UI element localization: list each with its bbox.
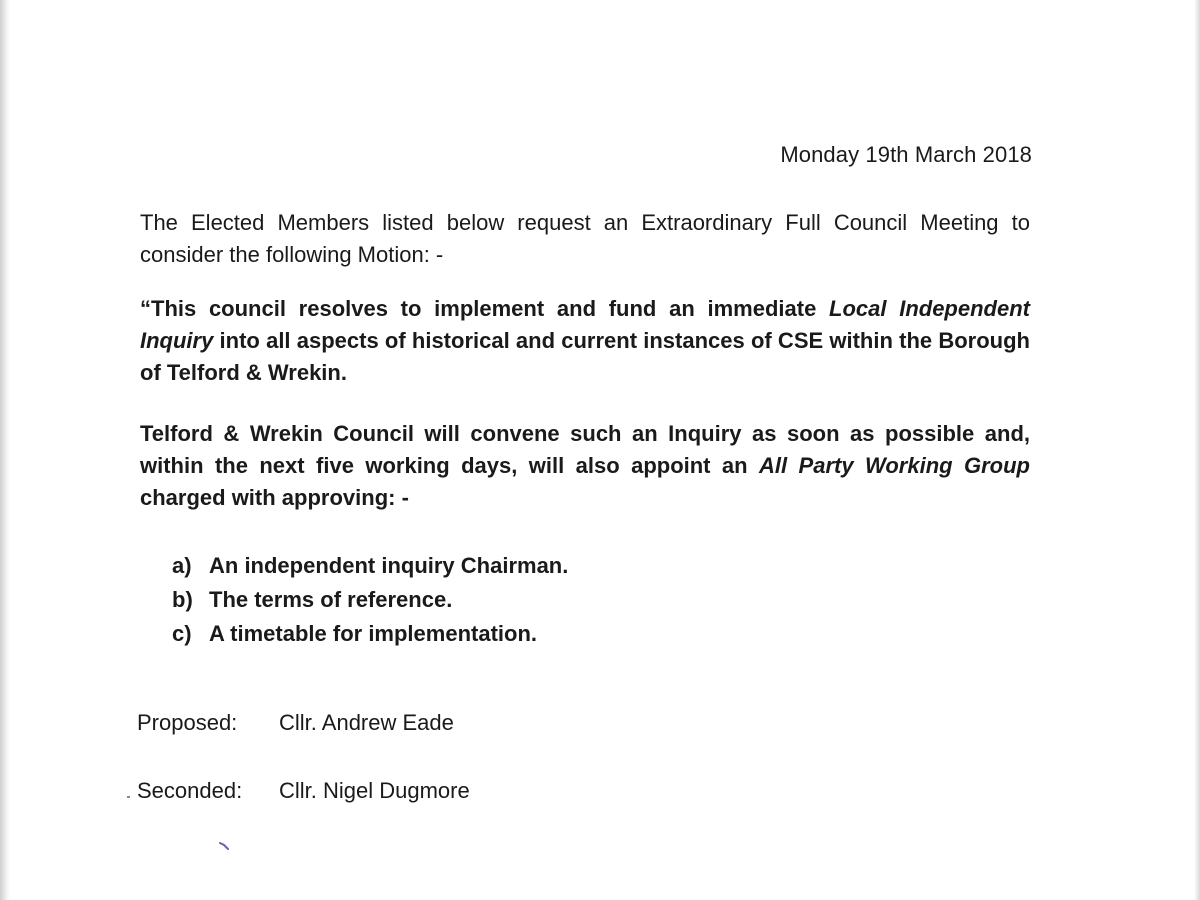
list-item: [172, 617, 568, 651]
intro-paragraph: The Elected Members listed below request an Extraordinary Full Council Meeting to consider the following Motion: -: [140, 210, 1030, 267]
list-item: [172, 583, 568, 617]
proposed-label: Proposed:: [137, 710, 238, 735]
scan-speck: [127, 796, 130, 798]
seconded-label: Seconded:: [137, 778, 243, 803]
list-item: [172, 549, 568, 583]
approval-list: [172, 549, 568, 651]
list-marker: b): [172, 587, 193, 612]
proposed-line: [137, 710, 454, 736]
motion-text: charged with approving: -: [140, 485, 409, 510]
proposed-name: Cllr. Andrew Eade: [279, 710, 454, 735]
motion-paragraph-2: [140, 418, 1030, 514]
page-edge-shadow-right: [1194, 0, 1200, 900]
list-item-text: The terms of reference.: [209, 587, 453, 612]
motion-emphasis: All Party Working Group: [759, 453, 1030, 478]
motion-text: Telford & Wrekin Council will convene such an Inquiry as soon as possible and, within the next five working days, will also appoint an: [140, 421, 1030, 478]
list-marker: a): [172, 553, 192, 578]
list-marker: c): [172, 621, 192, 646]
motion-paragraph-1: [140, 293, 1030, 389]
list-item-text: An independent inquiry Chairman.: [209, 553, 569, 578]
list-item-text: A timetable for implementation.: [209, 621, 538, 646]
motion-emphasis: Local Independent Inquiry: [140, 296, 1030, 353]
seconded-line: [137, 778, 470, 804]
motion-text: into all aspects of historical and current instances of CSE within the Borough of Telford & Wrekin.: [140, 328, 1030, 385]
page-edge-shadow-left: [0, 0, 10, 900]
motion-text: “This council resolves to implement and fund an immediate: [140, 296, 830, 321]
document-date: Monday 19th March 2018: [780, 142, 1032, 167]
seconded-name: Cllr. Nigel Dugmore: [279, 778, 470, 803]
pen-mark-icon: [219, 841, 231, 851]
